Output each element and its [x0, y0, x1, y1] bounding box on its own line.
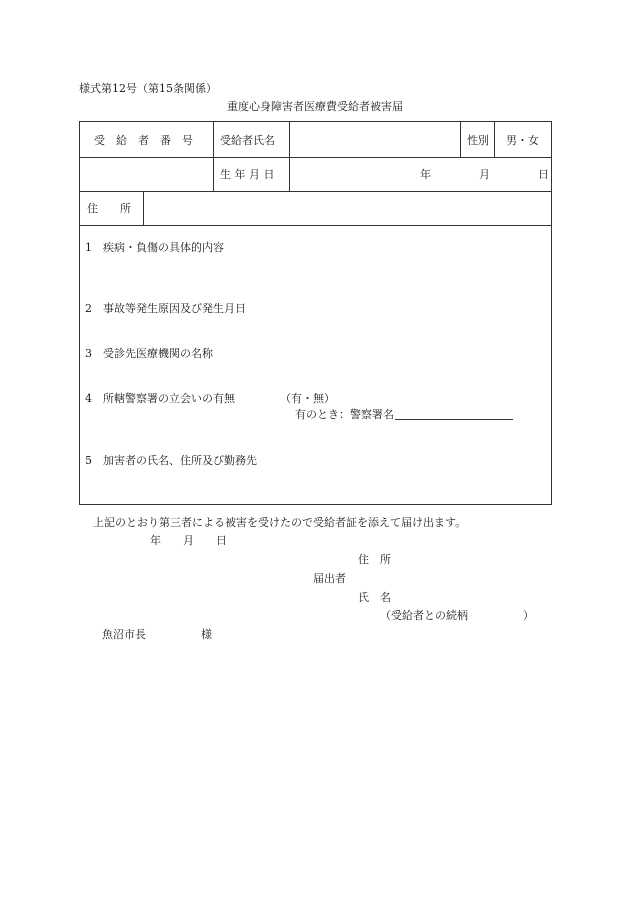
police-station-field[interactable]	[395, 409, 513, 420]
recipient-name-label: 受給者氏名	[220, 134, 275, 147]
month-label: 月	[479, 168, 490, 181]
birthdate-label: 生 年 月 日	[220, 168, 275, 181]
column-divider	[213, 122, 214, 191]
recipient-number-label: 受 給 者 番 号	[94, 134, 193, 147]
item-medical-institution: 3 受診先医療機関の名称	[85, 347, 213, 360]
column-divider	[460, 122, 461, 157]
notifier-name-label: 氏 名	[358, 591, 391, 604]
item-perpetrator-info: 5 加害者の氏名、住所及び勤務先	[85, 454, 257, 467]
police-station-row	[295, 409, 513, 420]
police-presence-options[interactable]: （有・無）	[280, 392, 335, 405]
notifier-address-label: 住 所	[358, 553, 391, 566]
address-field[interactable]	[144, 192, 550, 225]
form-reference: 様式第12号（第15条関係）	[79, 82, 217, 95]
relationship-line: （受給者との続柄 ）	[380, 609, 534, 622]
recipient-number-field[interactable]	[81, 123, 213, 191]
notifier-label: 届出者	[313, 572, 346, 585]
row-divider	[80, 225, 551, 226]
date-line: 年 月 日	[150, 534, 227, 547]
form-table	[79, 121, 552, 505]
gender-label: 性別	[467, 134, 489, 147]
recipient-name-field[interactable]	[290, 123, 460, 156]
year-label: 年	[420, 168, 431, 181]
day-label: 日	[538, 168, 549, 181]
address-label: 住 所	[87, 202, 131, 215]
document-title: 重度心身障害者医療費受給者被害届	[227, 100, 403, 113]
declaration-statement: 上記のとおり第三者による被害を受けたので受給者証を添えて届け出ます。	[93, 516, 467, 529]
item-injury-details: 1 疾病・負傷の具体的内容	[85, 241, 224, 254]
addressee: 魚沼市長 様	[102, 628, 212, 641]
police-station-label: 有のとき：警察署名	[295, 408, 394, 421]
column-divider	[494, 122, 495, 157]
item-accident-cause-date: 2 事故等発生原因及び発生月日	[85, 302, 246, 315]
item-police-presence: 4 所轄警察署の立会いの有無	[85, 392, 235, 405]
gender-options[interactable]: 男・女	[506, 134, 539, 147]
